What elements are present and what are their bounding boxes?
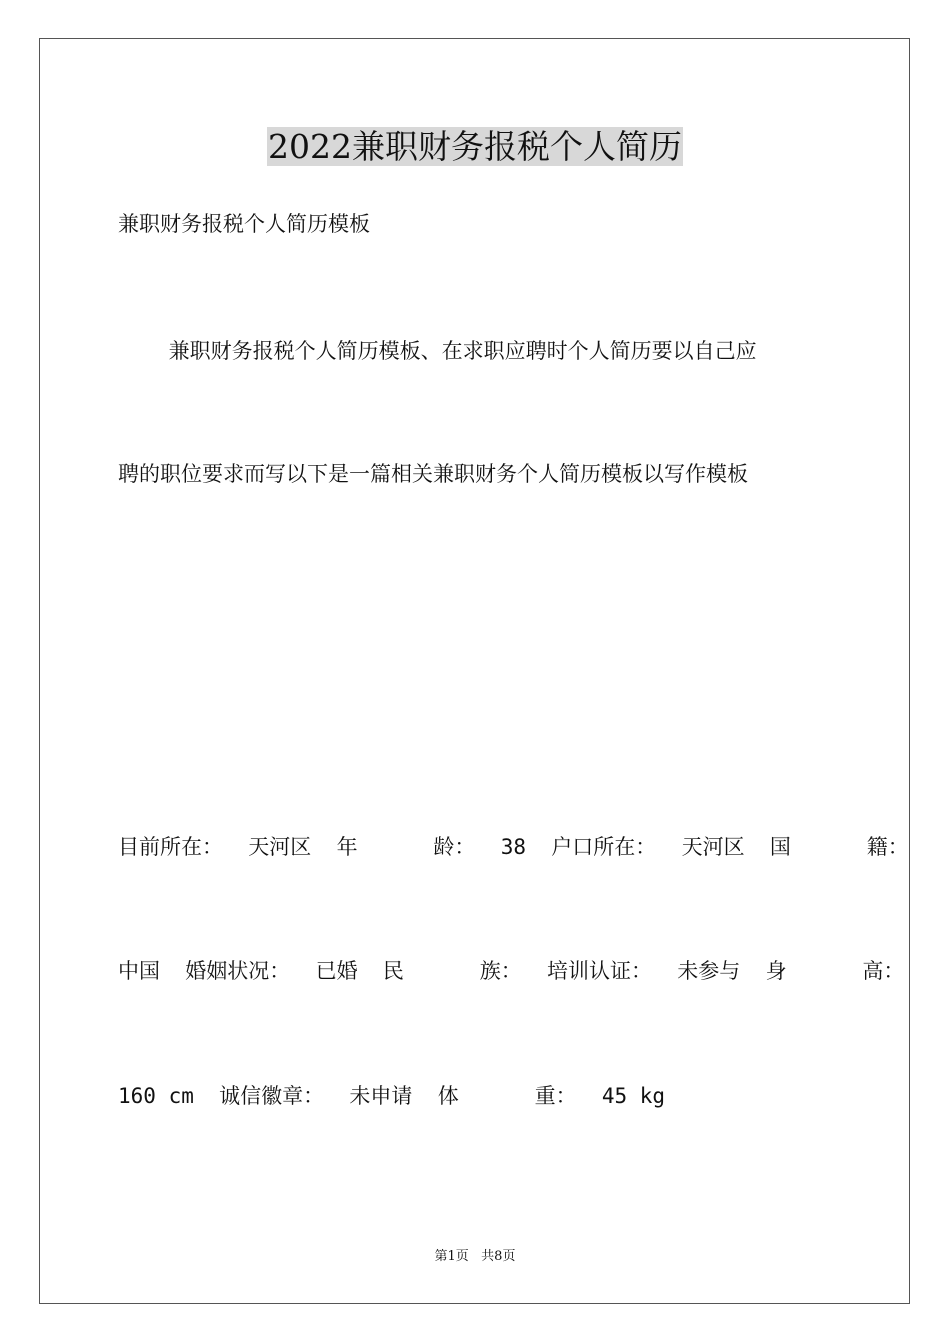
intro-paragraph-line-1: 兼职财务报税个人简历模板、在求职应聘时个人简历要以自己应 (118, 339, 757, 363)
document-title (0, 126, 950, 168)
personal-info-line-1: 目前所在： 天河区 年 龄： 38 户口所在： 天河区 国 籍： (118, 835, 909, 859)
document-title-text: 2022兼职财务报税个人简历 (268, 127, 682, 166)
document-subtitle: 兼职财务报税个人简历模板 (118, 212, 370, 236)
page-number-footer: 第1页 共8页 (434, 1249, 516, 1264)
personal-info-line-3: 160 cm 诚信徽章： 未申请 体 重： 45 kg (118, 1084, 666, 1108)
personal-info-line-2: 中国 婚姻状况： 已婚 民 族： 培训认证： 未参与 身 高： (118, 959, 905, 983)
intro-paragraph-line-2: 聘的职位要求而写以下是一篇相关兼职财务个人简历模板以写作模板 (118, 462, 748, 486)
